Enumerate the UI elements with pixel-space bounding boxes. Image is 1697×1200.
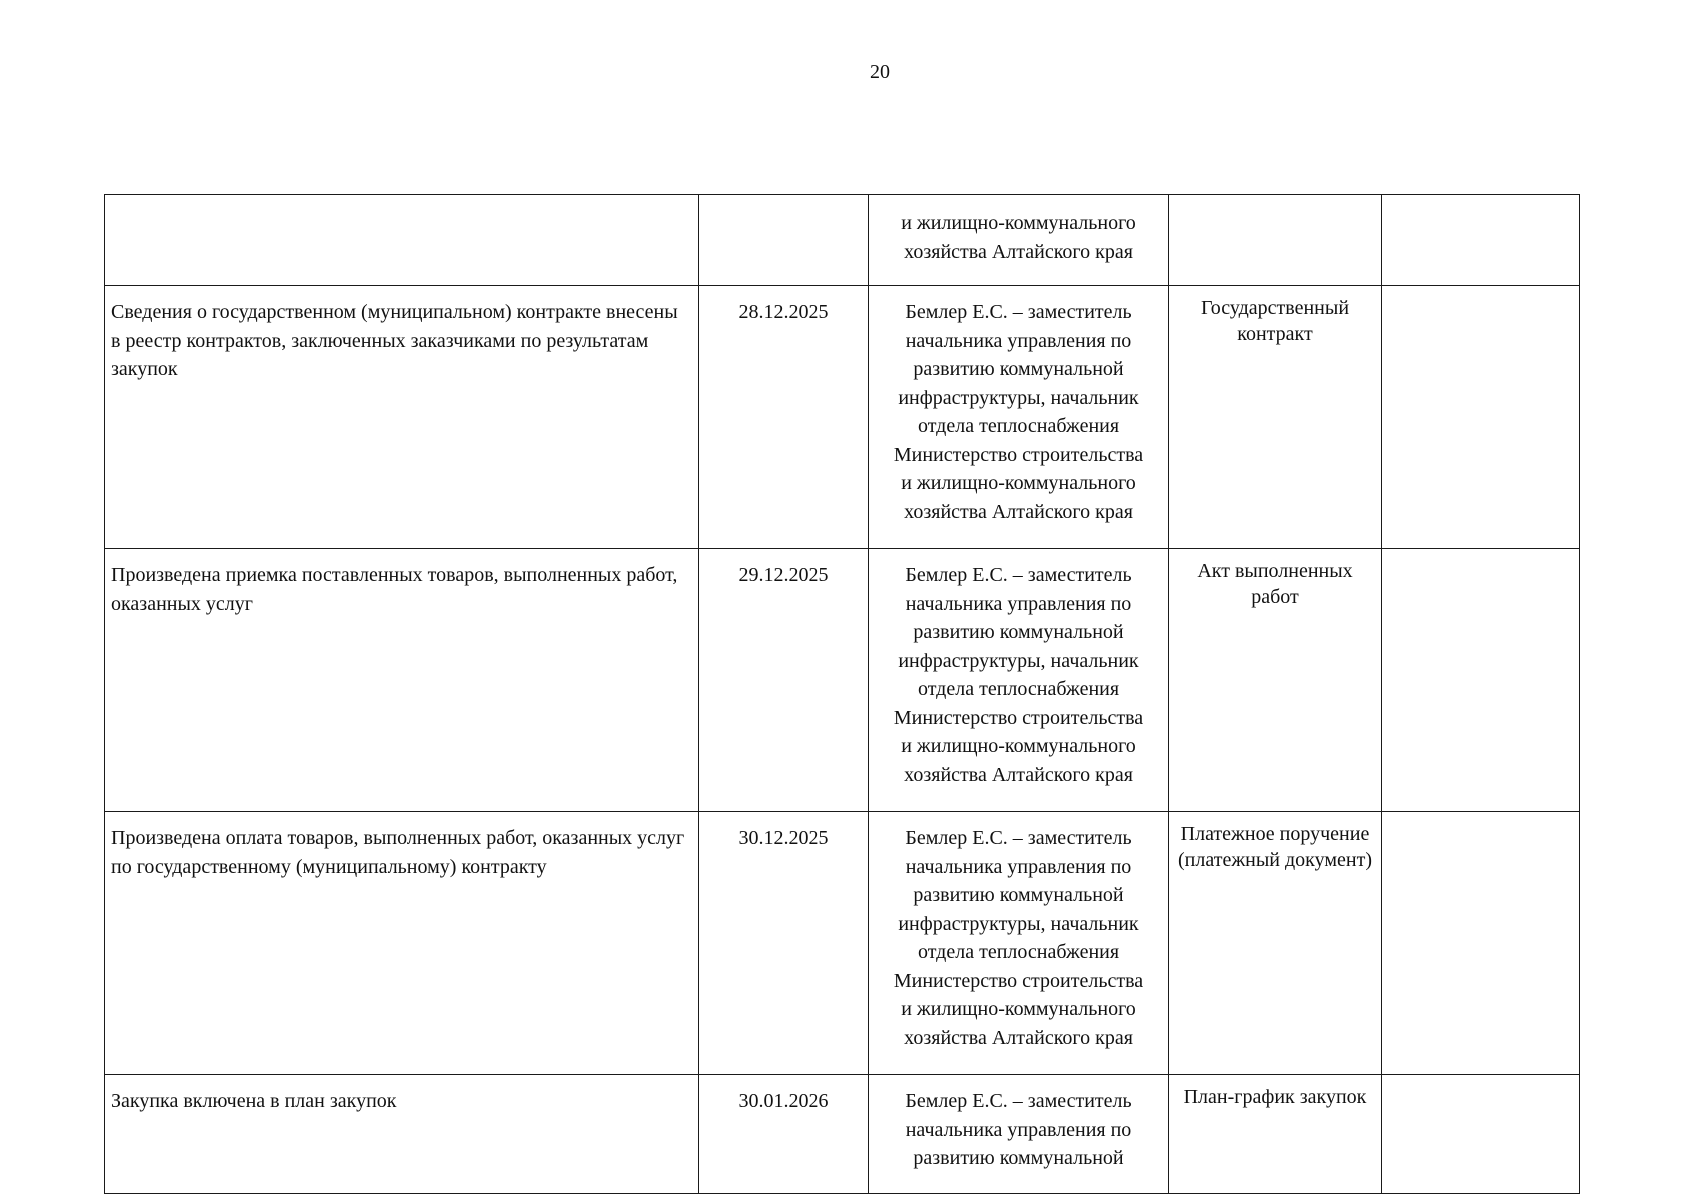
responsible-cell [869,286,1169,549]
table-row [105,812,1580,1075]
responsible-line: хозяйства Алтайского края [904,1026,1133,1049]
page-number: 20 [870,61,890,83]
responsible-line: хозяйства Алтайского края [904,763,1133,786]
responsible-line: инфраструктуры, начальник [898,386,1139,409]
table-row [105,286,1580,549]
responsible-line: начальника управления по [905,1118,1132,1141]
responsible-line: Министерство строительства [893,969,1144,992]
responsible-line: инфраструктуры, начальник [898,912,1139,935]
date-cell: 30.12.2025 [699,812,869,1075]
responsible-line: Министерство строительства [893,443,1144,466]
document-cell [1169,195,1382,286]
event-cell: Произведена приемка поставленных товаров, выполненных работ, оказанных услуг [105,549,699,812]
responsible-line: развитию коммунальной [913,621,1124,643]
responsible-line: Бемлер Е.С. – заместитель [905,301,1132,323]
responsible-line: и жилищно-коммунального [901,998,1136,1020]
responsible-line: Бемлер Е.С. – заместитель [905,1090,1132,1112]
date-cell: 28.12.2025 [699,286,869,549]
event-cell: Произведена оплата товаров, выполненных работ, оказанных услуг по государственному (муниципальному) контракту [105,812,699,1075]
note-cell [1382,195,1580,286]
responsible-line: развитию коммунальной [913,1147,1124,1169]
note-cell [1382,549,1580,812]
responsible-line: Бемлер Е.С. – заместитель [905,564,1132,586]
responsible-cell [869,195,1169,286]
document-cell: План-график закупок [1169,1075,1382,1194]
responsible-line: и жилищно-коммунального [901,735,1136,757]
table-row [105,1075,1580,1194]
responsible-line: развитию коммунальной [913,884,1124,906]
table-row [105,549,1580,812]
responsible-line: и жилищно-коммунального [901,212,1136,234]
event-cell [105,195,699,286]
responsible-line: начальника управления по [905,592,1132,615]
note-cell [1382,812,1580,1075]
date-cell [699,195,869,286]
responsible-line: развитию коммунальной [913,358,1124,380]
date-cell: 30.01.2026 [699,1075,869,1194]
document-cell: Акт выполненных работ [1169,549,1382,812]
date-cell: 29.12.2025 [699,549,869,812]
responsible-line: Министерство строительства [893,706,1144,729]
event-cell: Сведения о государственном (муниципальном) контракте внесены в реестр контрактов, заключенных заказчиками по результатам закупок [105,286,699,549]
note-cell [1382,286,1580,549]
responsible-cell [869,549,1169,812]
responsible-line: начальника управления по [905,855,1132,878]
responsible-line: хозяйства Алтайского края [904,240,1133,263]
responsible-line: Бемлер Е.С. – заместитель [905,827,1132,849]
document-cell: Платежное поручение (платежный документ) [1169,812,1382,1075]
procurement-schedule-table [104,194,1580,1194]
responsible-line: отдела теплоснабжения [917,941,1120,963]
responsible-cell [869,1075,1169,1194]
event-cell: Закупка включена в план закупок [105,1075,699,1194]
table-row [105,195,1580,286]
responsible-line: отдела теплоснабжения [917,678,1120,700]
responsible-line: инфраструктуры, начальник [898,649,1139,672]
document-cell: Государственный контракт [1169,286,1382,549]
responsible-line: начальника управления по [905,329,1132,352]
responsible-line: хозяйства Алтайского края [904,500,1133,523]
responsible-line: и жилищно-коммунального [901,472,1136,494]
responsible-cell [869,812,1169,1075]
responsible-line: отдела теплоснабжения [917,415,1120,437]
note-cell [1382,1075,1580,1194]
